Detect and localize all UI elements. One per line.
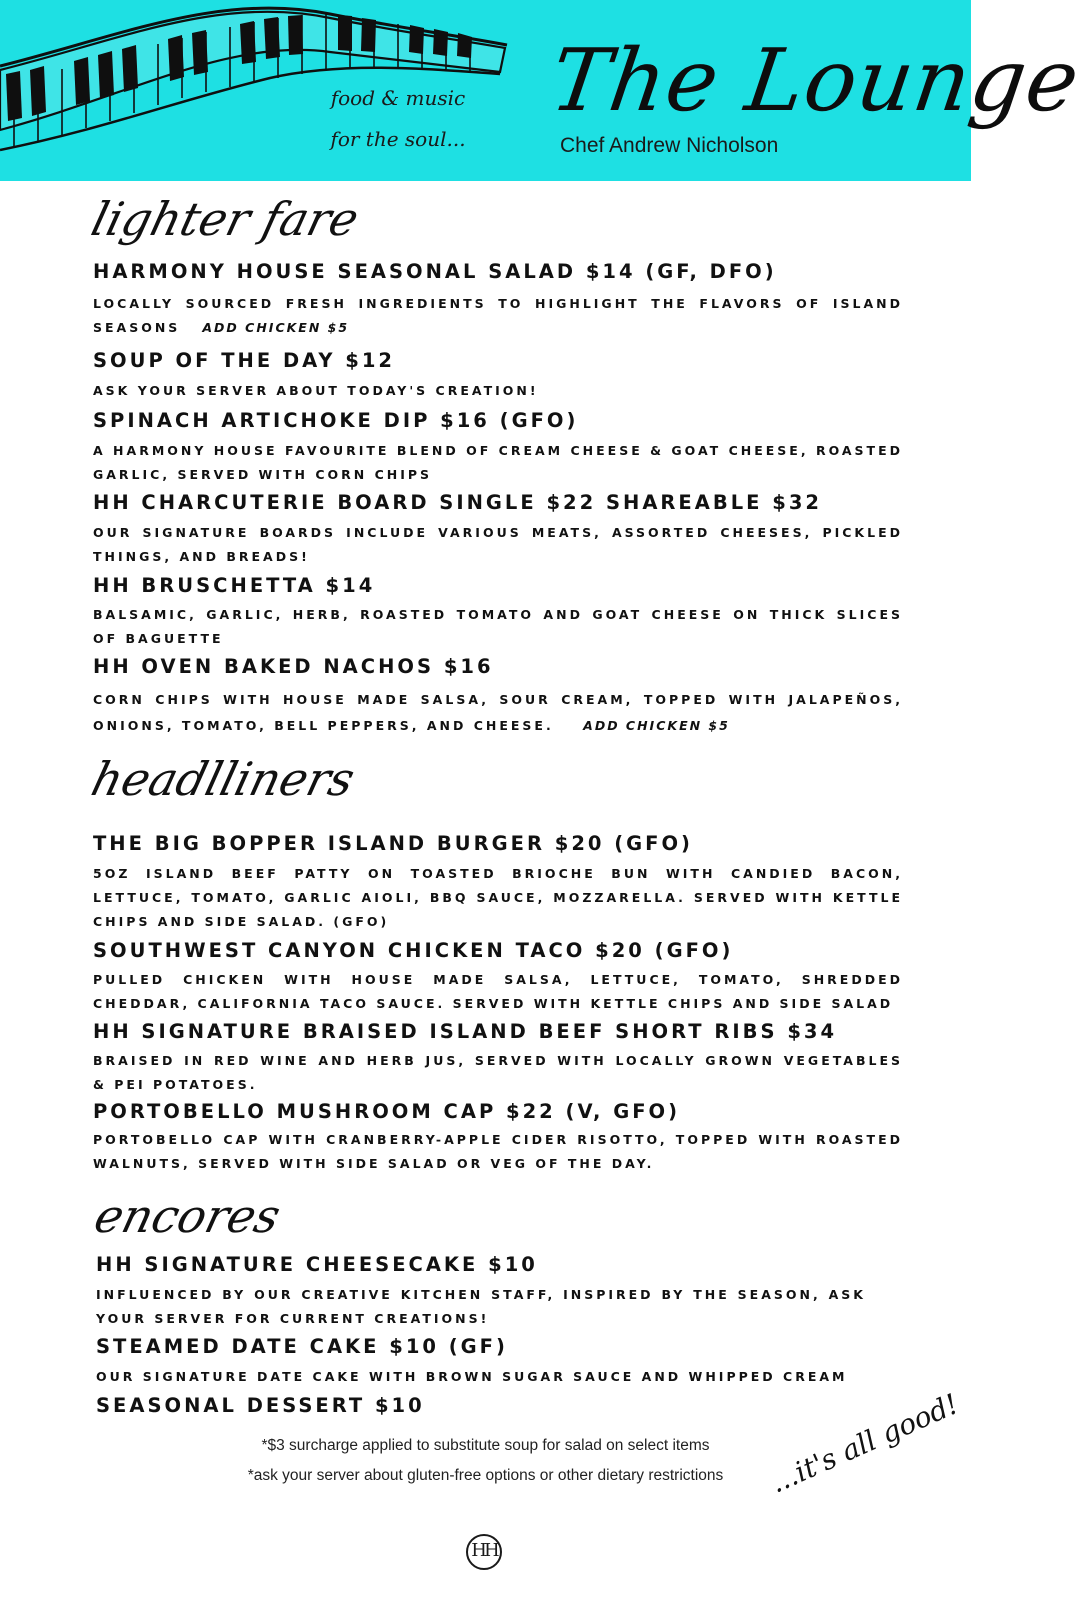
tagline-line-1: food & music [330,86,466,110]
item-name-nachos: HH OVEN BAKED NACHOS $16 [93,655,494,678]
item-desc-burger: 5OZ ISLAND BEEF PATTY ON TOASTED BRIOCHE BUN WITH CANDIED BACON, LETTUCE, TOMATO, GARLIC AIOLI, BBQ SAUCE, MOZZARELLA. SERVED WITH KETTLE CHIPS AND SIDE SALAD. (GFO) [93,866,903,929]
addon-chicken: ADD CHICKEN $5 [583,718,730,733]
item-name-burger: THE BIG BOPPER ISLAND BURGER $20 (GFO) [93,832,693,855]
footer-note-dietary: *ask your server about gluten-free options or other dietary restrictions [247,1467,724,1484]
menu-title: The Lounge [544,31,1086,131]
item-name-soup: SOUP OF THE DAY $12 [93,349,395,372]
item-name-seasonal-salad: HARMONY HOUSE SEASONAL SALAD $14 (GF, DFO) [93,260,777,283]
item-desc-seasonal-salad [93,292,903,340]
item-desc-portobello: PORTOBELLO CAP WITH CRANBERRY-APPLE CIDER RISOTTO, TOPPED WITH ROASTED WALNUTS, SERVED WITH SIDE SALAD OR VEG OF THE DAY. [93,1132,903,1171]
item-name-seasonal-dessert: SEASONAL DESSERT $10 [96,1394,425,1417]
item-name-charcuterie: HH CHARCUTERIE BOARD SINGLE $22 SHAREABLE $32 [93,491,822,514]
harmony-house-logo: HH [466,1534,502,1570]
item-desc-bruschetta: BALSAMIC, GARLIC, HERB, ROASTED TOMATO AND GOAT CHEESE ON THICK SLICES OF BAGUETTE [93,607,903,646]
item-desc-text: CORN CHIPS WITH HOUSE MADE SALSA, SOUR CREAM, TOPPED WITH JALAPEÑOS, ONIONS, TOMATO, BELL PEPPERS, AND CHEESE. [93,692,903,733]
item-desc-spinach-dip: A HARMONY HOUSE FAVOURITE BLEND OF CREAM CHEESE & GOAT CHEESE, ROASTED GARLIC, SERVED WITH CORN CHIPS [93,443,903,482]
item-desc-text: LOCALLY SOURCED FRESH INGREDIENTS TO HIGHLIGHT THE FLAVORS OF ISLAND SEASONS [93,296,903,335]
item-desc-soup: ASK YOUR SERVER ABOUT TODAY'S CREATION! [93,383,539,398]
section-title-lighter-fare: lighter fare [86,192,365,246]
tagline-line-2: for the soul... [330,127,466,151]
item-name-portobello: PORTOBELLO MUSHROOM CAP $22 (V, GFO) [93,1100,681,1123]
item-desc-cheesecake: INFLUENCED BY OUR CREATIVE KITCHEN STAFF, INSPIRED BY THE SEASON, ASK YOUR SERVER FOR CURRENT CREATIONS! [96,1287,866,1326]
item-desc-nachos [93,687,903,739]
item-name-spinach-dip: SPINACH ARTICHOKE DIP $16 (GFO) [93,409,579,432]
item-name-bruschetta: HH BRUSCHETTA $14 [93,574,376,597]
item-name-short-ribs: HH SIGNATURE BRAISED ISLAND BEEF SHORT RIBS $34 [93,1020,838,1043]
item-name-cheesecake: HH SIGNATURE CHEESECAKE $10 [96,1253,538,1276]
chef-name: Chef Andrew Nicholson [560,134,779,157]
item-name-chicken-taco: SOUTHWEST CANYON CHICKEN TACO $20 (GFO) [93,939,734,962]
item-desc-date-cake: OUR SIGNATURE DATE CAKE WITH BROWN SUGAR SAUCE AND WHIPPED CREAM [96,1369,848,1384]
item-name-date-cake: STEAMED DATE CAKE $10 (GF) [96,1335,508,1358]
item-desc-chicken-taco: PULLED CHICKEN WITH HOUSE MADE SALSA, LETTUCE, TOMATO, SHREDDED CHEDDAR, CALIFORNIA TACO SAUCE. SERVED WITH KETTLE CHIPS AND SIDE SALAD [93,972,903,1011]
signoff-script: ...it's all good! [765,1387,964,1500]
item-desc-charcuterie: OUR SIGNATURE BOARDS INCLUDE VARIOUS MEATS, ASSORTED CHEESES, PICKLED THINGS, AND BREADS! [93,525,903,564]
section-title-encores: encores [89,1189,286,1243]
header-banner [0,0,1086,181]
section-title-headliners: headlliners [86,752,361,806]
addon-chicken: ADD CHICKEN $5 [202,320,350,335]
item-desc-short-ribs: BRAISED IN RED WINE AND HERB JUS, SERVED WITH LOCALLY GROWN VEGETABLES & PEI POTATOES. [93,1053,903,1092]
footer-note-surcharge: *$3 surcharge applied to substitute soup for salad on select items [261,1437,710,1454]
